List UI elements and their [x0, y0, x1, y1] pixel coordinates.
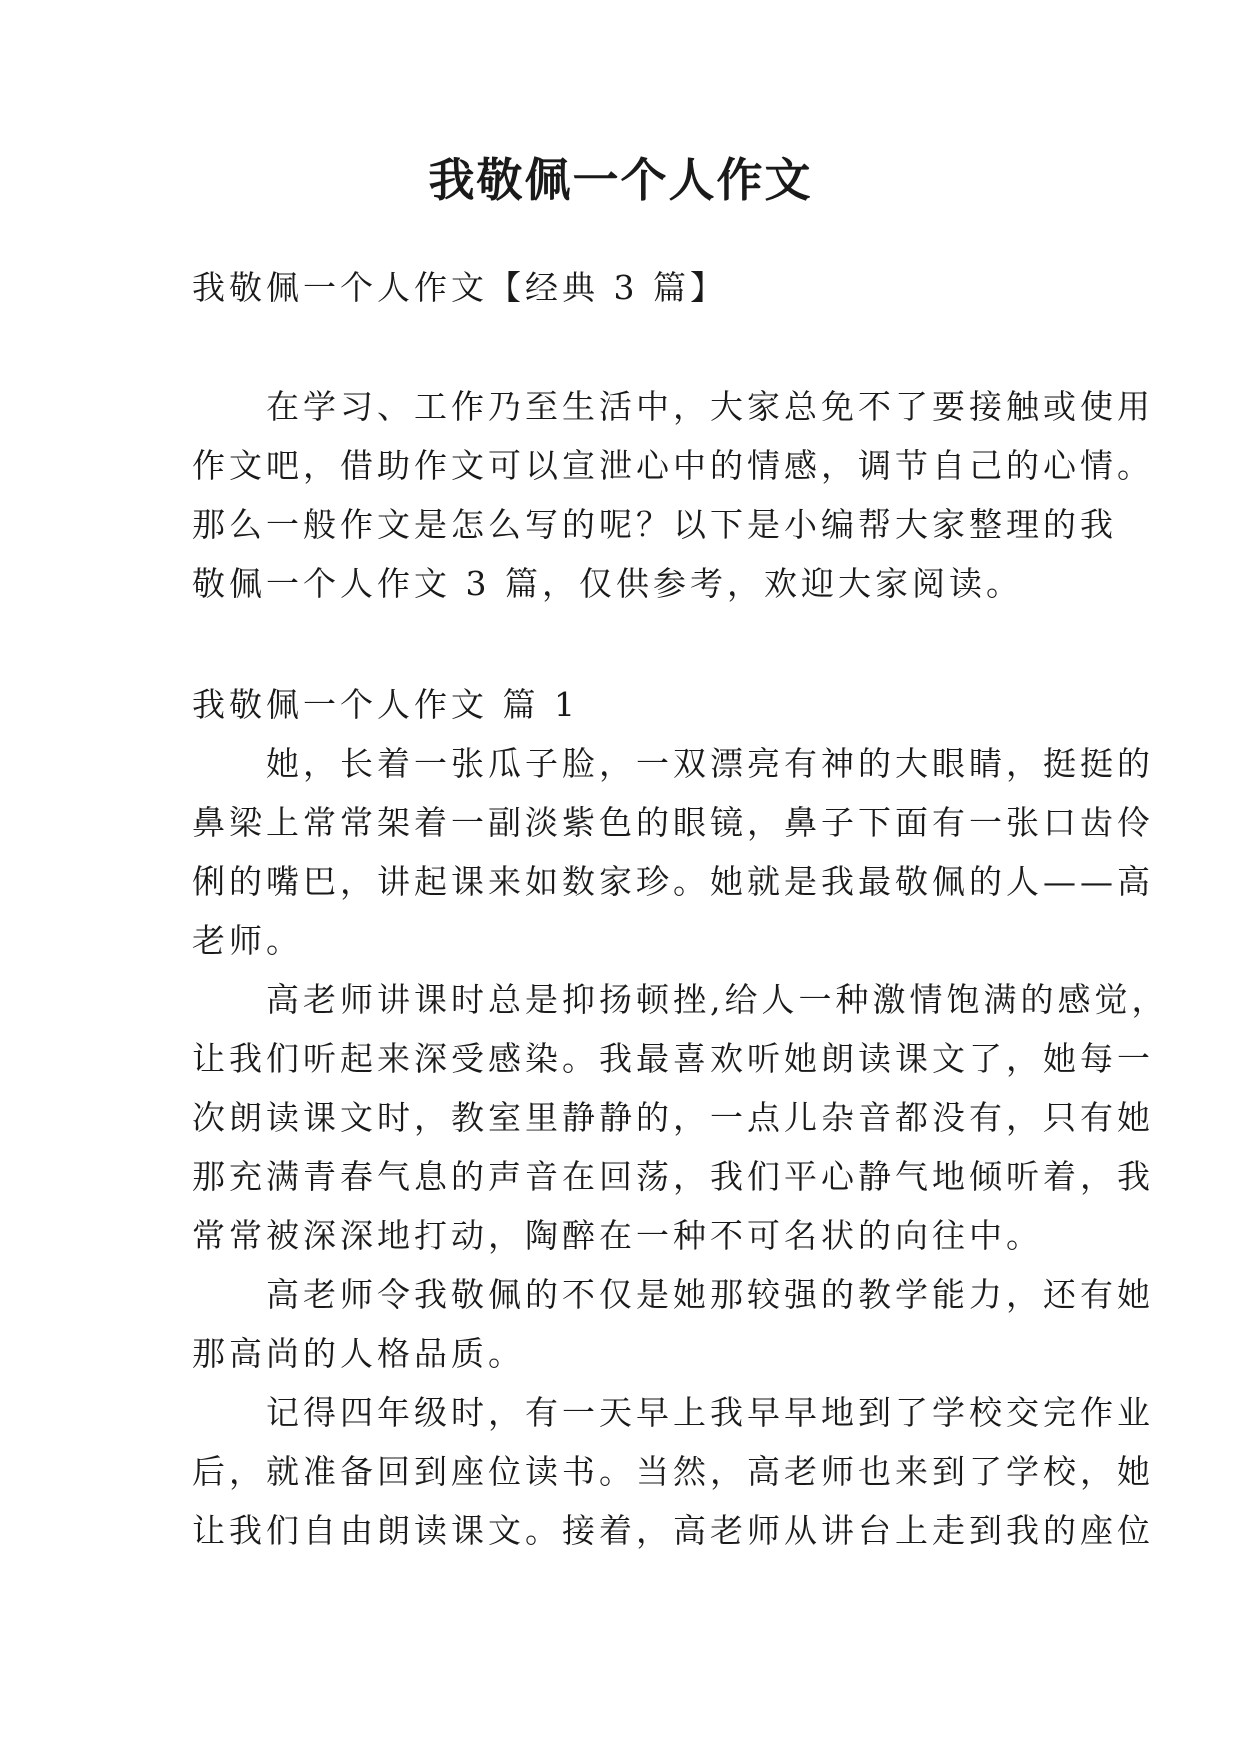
- document-subtitle: 我敬佩一个人作文【经典 3 篇】: [192, 268, 727, 307]
- body-line: 常常被深深地打动，陶醉在一种不可名状的向往中。: [192, 1216, 1043, 1255]
- document-content: [192, 258, 1169, 1560]
- document-title: 我敬佩一个人作文: [428, 153, 813, 207]
- intro-line: 敬佩一个人作文 3 篇，仅供参考，欢迎大家阅读。: [192, 564, 1023, 603]
- body-line: 那充满青春气息的声音在回荡，我们平心静气地倾听着，我: [192, 1157, 1154, 1196]
- body-line: 那高尚的人格品质。: [192, 1334, 525, 1373]
- body-line: 记得四年级时，有一天早上我早早地到了学校交完作业: [192, 1393, 1154, 1432]
- intro-line: 那么一般作文是怎么写的呢？以下是小编帮大家整理的我: [192, 505, 1117, 544]
- intro-paragraph: [192, 377, 1154, 613]
- section-heading: 我敬佩一个人作文 篇 1: [192, 685, 579, 724]
- body-line: 高老师讲课时总是抑扬顿挫,给人一种激情饱满的感觉，: [192, 980, 1169, 1019]
- body-line: 让我们听起来深受感染。我最喜欢听她朗读课文了，她每一: [192, 1039, 1154, 1078]
- spacer: [192, 613, 1072, 675]
- body-line: 高老师令我敬佩的不仅是她那较强的教学能力，还有她: [192, 1275, 1154, 1314]
- intro-line: 作文吧，借助作文可以宣泄心中的情感，调节自己的心情。: [192, 446, 1154, 485]
- intro-line: 在学习、工作乃至生活中，大家总免不了要接触或使用: [192, 387, 1154, 426]
- body-line: 俐的嘴巴，讲起课来如数家珍。她就是我最敬佩的人——高: [192, 862, 1154, 901]
- body-line: 让我们自由朗读课文。接着，高老师从讲台上走到我的座位: [192, 1511, 1154, 1550]
- essay-body: [192, 734, 1169, 1560]
- body-line: 她，长着一张瓜子脸，一双漂亮有神的大眼睛，挺挺的: [192, 744, 1154, 783]
- spacer: [192, 317, 1072, 377]
- body-line: 老师。: [192, 921, 303, 960]
- body-line: 鼻梁上常常架着一副淡紫色的眼镜，鼻子下面有一张口齿伶: [192, 803, 1154, 842]
- body-line: 次朗读课文时，教室里静静的，一点儿杂音都没有，只有她: [192, 1098, 1154, 1137]
- body-line: 后，就准备回到座位读书。当然，高老师也来到了学校，她: [192, 1452, 1154, 1491]
